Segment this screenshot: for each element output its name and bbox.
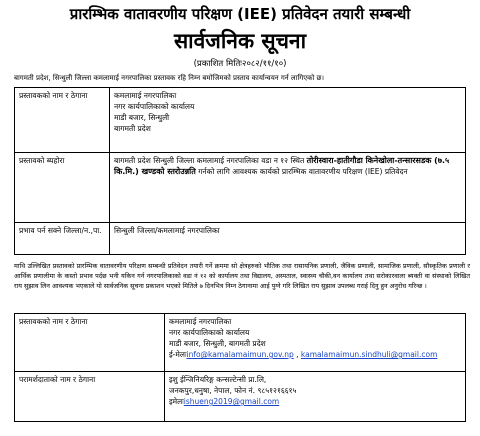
email-separator: ,: [293, 350, 301, 359]
project-name: तोरीस्वारा-हातीगौडा किनेखोला-तन्सारसडक (७.५ कि.मि.) खण्डको स्तरोउन्नति: [114, 156, 450, 176]
consultant-contact: [165, 372, 466, 422]
table-row: [15, 372, 466, 422]
publish-date: (प्रकाशित मितिः२०८२/११/१०): [193, 59, 287, 69]
address-line: नगर कार्यपालिकाको कार्यालय: [114, 102, 195, 111]
proposer-label: प्रस्तावकको नाम र ठेगाना: [15, 314, 165, 372]
email-link-gmail[interactable]: kamalamaimun.sindhuli@gmail.com: [300, 350, 438, 359]
proposer-address: [110, 88, 466, 153]
address-line: माडी बजार, सिन्धुली: [114, 113, 170, 122]
details-text: गर्नको लागि आवश्यक कार्यको प्रारम्भिक वातावरणीय परिक्षण (IEE) प्रतिवेदन: [198, 167, 408, 176]
email-link-info[interactable]: info@kamalamaimun.gov.np: [186, 350, 294, 359]
email-prefix: इमेलः: [169, 397, 184, 406]
affected-area-label: प्रभाव पर्न सक्ने जिल्ला/न.,पा.: [15, 223, 110, 255]
proposal-details-label: प्रस्तावको ब्यहोरा: [15, 153, 110, 223]
address-line: कमलामाई नगरपालिका: [169, 317, 232, 326]
table-row: [15, 314, 466, 372]
proposal-details: [110, 153, 466, 223]
notice-subtitle: सार्वजनिक सूचना: [173, 29, 307, 53]
address-line: जनकपुर,धनुषा, नेपाल, फोन नं. ९८५१२१६६१५: [169, 386, 297, 395]
address-line: कमलामाई नगरपालिका: [114, 91, 177, 100]
email-line: [169, 349, 461, 360]
consultant-label: परामर्शदाताको नाम र ठेगाना: [15, 372, 165, 422]
address-line: इशु ईन्जिनियरिङ्ग कन्सल्टेन्सी प्रा.लि,: [169, 375, 267, 384]
proposal-table: [14, 87, 466, 255]
address-line: बागमती प्रदेश: [114, 124, 151, 133]
details-text: बागमती प्रदेश सिन्धुली जिल्ला कमलामाई नगरपालिका वडा न १२ स्थित: [114, 156, 305, 165]
notice-title: प्रारम्भिक वातावरणीय परिक्षण (IEE) प्रतिवेदन तयारी सम्बन्धी: [69, 5, 411, 23]
intro-text: बागमती प्रदेश, सिन्धुली जिल्ला कमलामाई नगरपालिका प्रस्तावक रहि निम्न बमोजिमको प्रस्ताव कार्यान्वयन गर्न लागिएको छ।: [14, 74, 325, 82]
notice-paragraph: माथि उल्लिखित प्रस्तावको प्रारम्भिक वातावरणीय परिक्षण सम्बन्धी प्रतिवेदन तयारी गर्ने क्रममा सो क्षेत्रहरुको भौतिक तथा रासायनिक प्रणाली, जैविक प्रणाली, सामाजिक प्रणाली, सौस्कृतिक प्रणाली र आर्थिक प्रणालीमा के कस्तो प्रभाव पर्दछ भनी यकिन गर्न नगरपालिकाको वडा नं १२ को कार्यालय तथा विद्यालय, अस्पताल, स्वास्थ्य चौकी,वन कार्यालय तथा सरोकारवाला ब्यक्ती वा संस्थाको लिखित राय सुझाव लिन आवश्यक भएकाले यो सार्वजनिक सूचना प्रकाशन भएको मितिले ७ दिनभित्र निम्न ठेगानामा आई पुग्ने गरि लिखित राय सुझाव उपलब्ध गराई दिनु हुन अनुरोध गरिन्छ ।: [14, 262, 470, 290]
affected-area-value: सिन्धुली जिल्ला/कमलामाई नगरपालिका: [110, 223, 466, 255]
table-row: [15, 223, 466, 255]
proposer-label: प्रस्तावकको नाम र ठेगाना: [15, 88, 110, 153]
email-prefix: ई-मेलः: [169, 350, 187, 359]
email-link-consultant[interactable]: ishueng2019@gmail.com: [183, 397, 280, 406]
address-line: माडी बजार, सिन्धुली, बागमती प्रदेश: [169, 339, 266, 348]
contact-table: [14, 313, 466, 422]
email-line: [169, 396, 461, 407]
address-line: नगर कार्यपालिकाको कार्यालय: [169, 328, 250, 337]
table-row: [15, 153, 466, 223]
proposer-contact: [165, 314, 466, 372]
table-row: [15, 88, 466, 153]
